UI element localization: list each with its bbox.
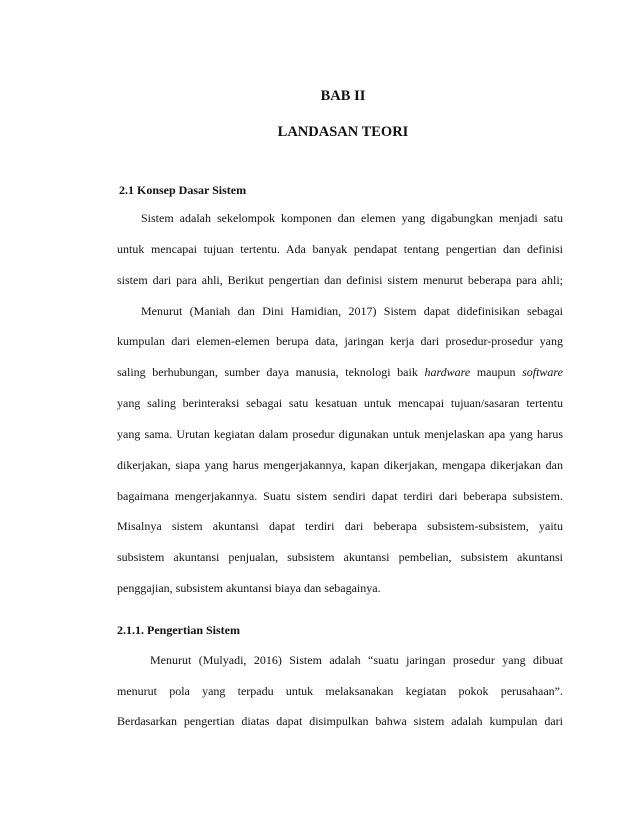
text-line: untuk mencapai tujuan tertentu. Ada banyak pendapat tentang pengertian dan definisi <box>117 242 563 256</box>
text-line: dikerjakan, siapa yang harus mengerjakannya, kapan dikerjakan, mengapa dikerjakan dan <box>117 458 563 472</box>
text-line: yang saling berinteraksi sebagai satu kesatuan untuk mencapai tujuan/sasaran tertentu <box>117 396 563 410</box>
section-heading-2-1-1: 2.1.1. Pengertian Sistem <box>117 623 240 637</box>
text-line: bagaimana mengerjakannya. Suatu sistem sendiri dapat terdiri dari beberapa subsistem. <box>117 489 563 503</box>
text-line: Sistem adalah sekelompok komponen dan elemen yang digabungkan menjadi satu <box>141 211 563 225</box>
section-heading-2-1: 2.1 Konsep Dasar Sistem <box>119 183 247 197</box>
text-line: kumpulan dari elemen-elemen berupa data, jaringan kerja dari prosedur-prosedur yang <box>117 334 563 348</box>
text-line: Berdasarkan pengertian diatas dapat disimpulkan bahwa sistem adalah kumpulan dari <box>117 714 563 728</box>
text-line: Menurut (Mulyadi, 2016) Sistem adalah “suatu jaringan prosedur yang dibuat <box>150 653 563 667</box>
text-line: sistem dari para ahli, Berikut pengertian dan definisi sistem menurut beberapa para ahli; <box>117 273 563 287</box>
text-line: menurut pola yang terpadu untuk melaksanakan kegiatan pokok perusahaan”. <box>117 684 563 698</box>
text-line: yang sama. Urutan kegiatan dalam prosedur digunakan untuk menjelaskan apa yang harus <box>117 427 563 441</box>
chapter-number: BAB II <box>320 88 366 104</box>
chapter-title: LANDASAN TEORI <box>277 124 409 140</box>
text-line: Misalnya sistem akuntansi dapat terdiri dari beberapa subsistem-subsistem, yaitu <box>117 519 563 533</box>
text-line: subsistem akuntansi penjualan, subsistem akuntansi pembelian, subsistem akuntansi <box>117 550 563 564</box>
text-line: saling berhubungan, sumber daya manusia, teknologi baik hardware maupun software <box>117 365 563 379</box>
text-line: Menurut (Maniah dan Dini Hamidian, 2017) Sistem dapat didefinisikan sebagai <box>141 304 563 318</box>
text-line: penggajian, subsistem akuntansi biaya dan sebagainya. <box>117 581 381 595</box>
